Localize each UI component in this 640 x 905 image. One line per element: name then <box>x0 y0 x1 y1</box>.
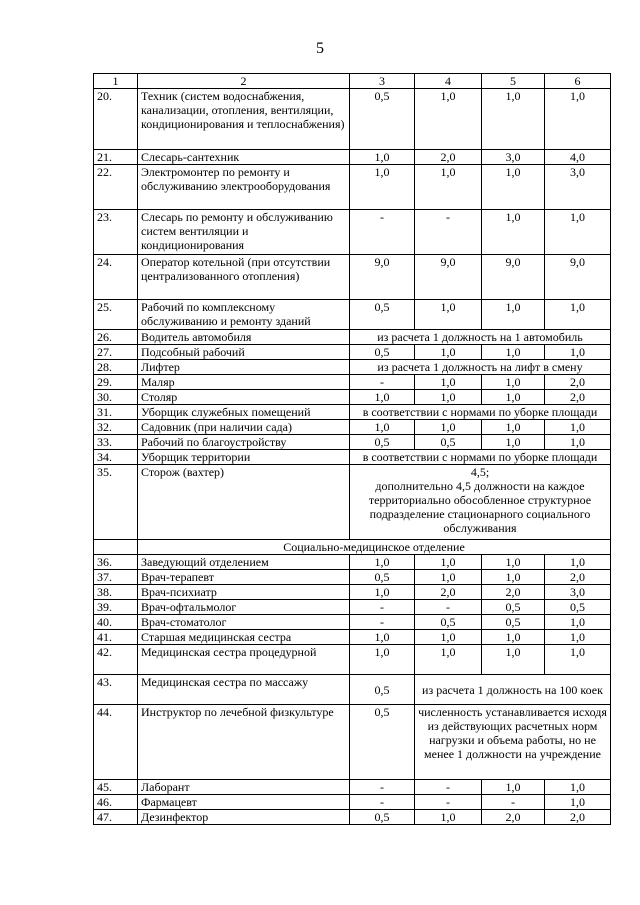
staff-value: 1,0 <box>350 390 415 405</box>
row-number: 33. <box>94 435 138 450</box>
position-name: Столяр <box>138 390 350 405</box>
position-name: Слесарь-сантехник <box>138 150 350 165</box>
table-row <box>94 360 611 375</box>
staff-value: 1,0 <box>482 645 545 675</box>
table-row <box>94 405 611 420</box>
position-name: Врач-психиатр <box>138 585 350 600</box>
row-number: 42. <box>94 645 138 675</box>
staff-value: 1,0 <box>415 165 482 210</box>
staff-value: 3,0 <box>545 585 611 600</box>
staff-value: 9,0 <box>482 255 545 300</box>
staff-note: в соответствии с нормами по уборке площади <box>350 450 611 465</box>
staff-value: 1,0 <box>482 630 545 645</box>
row-number: 41. <box>94 630 138 645</box>
row-number: 32. <box>94 420 138 435</box>
staff-value: 1,0 <box>350 420 415 435</box>
staff-value: 1,0 <box>415 570 482 585</box>
staff-value: 0,5 <box>415 435 482 450</box>
row-number: 43. <box>94 675 138 705</box>
row-number: 31. <box>94 405 138 420</box>
section-row <box>94 540 611 555</box>
table-row <box>94 810 611 825</box>
staff-value: 1,0 <box>545 420 611 435</box>
table-row <box>94 645 611 675</box>
position-name: Медицинская сестра по массажу <box>138 675 350 705</box>
position-name: Лаборант <box>138 780 350 795</box>
staff-note-line: 4,5; <box>470 465 490 479</box>
table-row <box>94 210 611 255</box>
row-number: 44. <box>94 705 138 780</box>
staff-value: 0,5 <box>350 810 415 825</box>
staff-value: 1,0 <box>482 210 545 255</box>
staff-note-line: дополнительно 4,5 должности на каждое территориально обособленное структурное подразделение стационарного социального обслуживания <box>368 479 592 535</box>
staff-value: 0,5 <box>350 435 415 450</box>
staff-value: 2,0 <box>545 570 611 585</box>
col-header: 3 <box>350 74 415 89</box>
staff-value: - <box>415 600 482 615</box>
staff-value: 2,0 <box>482 810 545 825</box>
staff-value: - <box>482 795 545 810</box>
staff-value: 0,5 <box>350 300 415 330</box>
position-name: Рабочий по комплексному обслуживанию и ремонту зданий <box>138 300 350 330</box>
staff-value: 1,0 <box>415 630 482 645</box>
position-name: Врач-офтальмолог <box>138 600 350 615</box>
staff-value: 0,5 <box>350 675 415 705</box>
position-name: Лифтер <box>138 360 350 375</box>
row-number: 37. <box>94 570 138 585</box>
row-number: 20. <box>94 89 138 150</box>
staff-value: 1,0 <box>482 435 545 450</box>
staff-value: 1,0 <box>545 435 611 450</box>
row-number: 21. <box>94 150 138 165</box>
staff-value: - <box>350 795 415 810</box>
staff-value: 2,0 <box>545 810 611 825</box>
row-number: 26. <box>94 330 138 345</box>
table-row <box>94 450 611 465</box>
position-name: Рабочий по благоустройству <box>138 435 350 450</box>
table-row <box>94 555 611 570</box>
staff-value: 1,0 <box>482 570 545 585</box>
position-name: Электромонтер по ремонту и обслуживанию электрооборудования <box>138 165 350 210</box>
table-row <box>94 615 611 630</box>
staff-value: - <box>350 615 415 630</box>
row-number: 46. <box>94 795 138 810</box>
position-name: Сторож (вахтер) <box>138 465 350 540</box>
staff-value: 1,0 <box>482 165 545 210</box>
row-number: 24. <box>94 255 138 300</box>
section-number-cell <box>94 540 138 555</box>
position-name: Врач-терапевт <box>138 570 350 585</box>
position-name: Заведующий отделением <box>138 555 350 570</box>
table-row <box>94 465 611 540</box>
table-row <box>94 375 611 390</box>
position-name: Медицинская сестра процедурной <box>138 645 350 675</box>
staff-value: 1,0 <box>545 89 611 150</box>
staff-note: из расчета 1 должность на лифт в смену <box>350 360 611 375</box>
position-name: Инструктор по лечебной физкультуре <box>138 705 350 780</box>
table-row <box>94 705 611 780</box>
row-number: 38. <box>94 585 138 600</box>
staff-value: 1,0 <box>545 795 611 810</box>
staff-value: 2,0 <box>415 150 482 165</box>
row-number: 36. <box>94 555 138 570</box>
table-row <box>94 795 611 810</box>
staff-value: 1,0 <box>415 375 482 390</box>
staff-value: 9,0 <box>415 255 482 300</box>
col-header: 5 <box>482 74 545 89</box>
staff-value: 0,5 <box>482 615 545 630</box>
staff-value: 1,0 <box>350 645 415 675</box>
table-row <box>94 390 611 405</box>
position-name: Слесарь по ремонту и обслуживанию систем вентиляции и кондиционирования <box>138 210 350 255</box>
staff-value: 1,0 <box>545 555 611 570</box>
staff-value: - <box>415 780 482 795</box>
staff-note <box>350 465 611 540</box>
table-row <box>94 255 611 300</box>
staff-value: - <box>350 210 415 255</box>
row-number: 29. <box>94 375 138 390</box>
row-number: 30. <box>94 390 138 405</box>
page-number: 5 <box>316 40 324 57</box>
staff-value: - <box>350 375 415 390</box>
staff-value: 1,0 <box>482 345 545 360</box>
staff-note: из расчета 1 должность на 1 автомобиль <box>350 330 611 345</box>
table-row <box>94 165 611 210</box>
table-row <box>94 300 611 330</box>
table-row <box>94 630 611 645</box>
staff-value: 1,0 <box>482 780 545 795</box>
staff-note: в соответствии с нормами по уборке площади <box>350 405 611 420</box>
staff-value: 3,0 <box>482 150 545 165</box>
position-name: Уборщик служебных помещений <box>138 405 350 420</box>
staff-value: 1,0 <box>545 645 611 675</box>
staff-value: 1,0 <box>545 210 611 255</box>
row-number: 47. <box>94 810 138 825</box>
table-row <box>94 585 611 600</box>
staff-value: 1,0 <box>415 555 482 570</box>
position-name: Дезинфектор <box>138 810 350 825</box>
position-name: Врач-стоматолог <box>138 615 350 630</box>
staff-value: 1,0 <box>415 420 482 435</box>
staff-value: 1,0 <box>482 300 545 330</box>
position-name: Фармацевт <box>138 795 350 810</box>
staff-value: 9,0 <box>350 255 415 300</box>
staff-value: 1,0 <box>545 615 611 630</box>
position-name: Оператор котельной (при отсутствии централизованного отопления) <box>138 255 350 300</box>
staff-value: 0,5 <box>350 89 415 150</box>
staff-value: 1,0 <box>350 150 415 165</box>
staff-value: - <box>415 210 482 255</box>
staff-value: 2,0 <box>545 390 611 405</box>
position-name: Техник (систем водоснабжения, канализации, отопления, вентиляции, кондиционирования и теплоснабжения) <box>138 89 350 150</box>
staff-value: 1,0 <box>350 555 415 570</box>
staff-note: из расчета 1 должность на 100 коек <box>415 675 611 705</box>
staff-value: 1,0 <box>482 89 545 150</box>
staff-value: 1,0 <box>482 555 545 570</box>
staff-value: 3,0 <box>545 165 611 210</box>
staff-table <box>93 73 611 825</box>
staff-value: 2,0 <box>415 585 482 600</box>
staff-value: 4,0 <box>545 150 611 165</box>
staff-value: 0,5 <box>415 615 482 630</box>
position-name: Садовник (при наличии сада) <box>138 420 350 435</box>
staff-note: численность устанавливается исходя из действующих расчетных норм нагрузки и объема работы, но не менее 1 должности на учреждение <box>415 705 611 780</box>
staff-value: 0,5 <box>350 345 415 360</box>
table-row <box>94 420 611 435</box>
row-number: 45. <box>94 780 138 795</box>
position-name: Уборщик территории <box>138 450 350 465</box>
staff-value: 1,0 <box>350 585 415 600</box>
row-number: 39. <box>94 600 138 615</box>
row-number: 35. <box>94 465 138 540</box>
row-number: 40. <box>94 615 138 630</box>
staff-value: - <box>415 795 482 810</box>
table-row <box>94 570 611 585</box>
staff-value: 1,0 <box>545 345 611 360</box>
staff-value: 0,5 <box>350 705 415 780</box>
table-row <box>94 780 611 795</box>
position-name: Подсобный рабочий <box>138 345 350 360</box>
position-name: Старшая медицинская сестра <box>138 630 350 645</box>
staff-value: 1,0 <box>545 300 611 330</box>
staff-value: 1,0 <box>545 630 611 645</box>
staff-value: 1,0 <box>415 345 482 360</box>
staff-value: 1,0 <box>482 390 545 405</box>
staff-value: - <box>350 780 415 795</box>
staff-value: 0,5 <box>482 600 545 615</box>
staff-value: 0,5 <box>350 570 415 585</box>
table-row <box>94 675 611 705</box>
table-row <box>94 600 611 615</box>
staff-value: 9,0 <box>545 255 611 300</box>
staff-value: - <box>350 600 415 615</box>
row-number: 28. <box>94 360 138 375</box>
col-header: 4 <box>415 74 482 89</box>
staff-value: 1,0 <box>415 645 482 675</box>
row-number: 22. <box>94 165 138 210</box>
table-row <box>94 150 611 165</box>
col-header: 1 <box>94 74 138 89</box>
staff-value: 1,0 <box>415 300 482 330</box>
staff-value: 0,5 <box>545 600 611 615</box>
position-name: Водитель автомобиля <box>138 330 350 345</box>
table-row <box>94 435 611 450</box>
staff-value: 1,0 <box>545 780 611 795</box>
section-title: Социально-медицинское отделение <box>138 540 611 555</box>
row-number: 25. <box>94 300 138 330</box>
position-name: Маляр <box>138 375 350 390</box>
staff-value: 1,0 <box>415 390 482 405</box>
staff-value: 2,0 <box>482 585 545 600</box>
staff-value: 2,0 <box>545 375 611 390</box>
staff-value: 1,0 <box>415 89 482 150</box>
staff-value: 1,0 <box>350 630 415 645</box>
staff-value: 1,0 <box>415 810 482 825</box>
col-header: 6 <box>545 74 611 89</box>
staff-value: 1,0 <box>350 165 415 210</box>
table-row <box>94 345 611 360</box>
staff-value: 1,0 <box>482 375 545 390</box>
row-number: 27. <box>94 345 138 360</box>
table-row <box>94 330 611 345</box>
staff-value: 1,0 <box>482 420 545 435</box>
table-row <box>94 89 611 150</box>
header-row <box>94 74 611 89</box>
col-header: 2 <box>138 74 350 89</box>
row-number: 23. <box>94 210 138 255</box>
row-number: 34. <box>94 450 138 465</box>
